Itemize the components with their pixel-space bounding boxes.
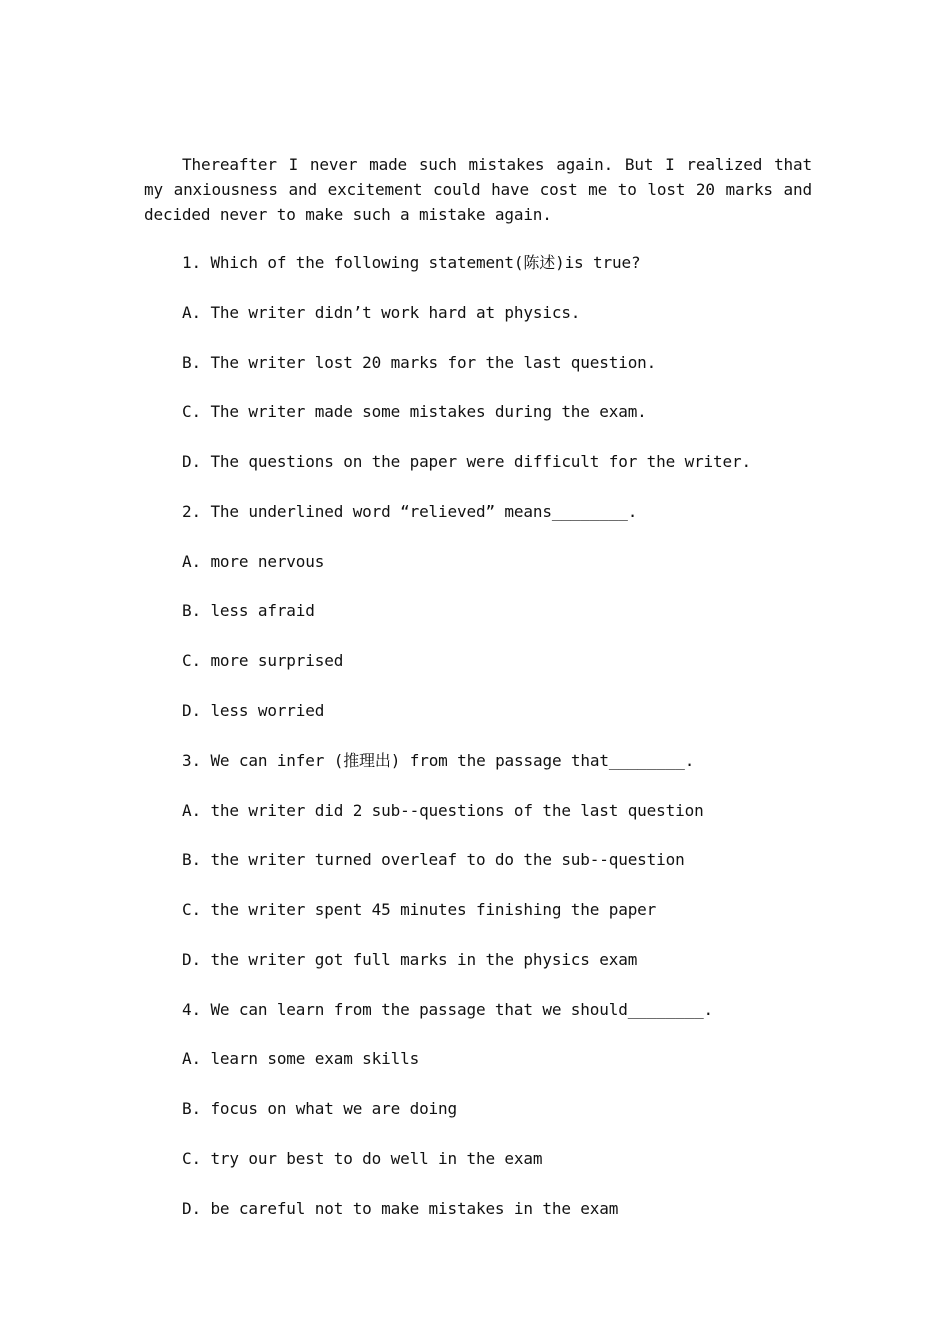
question-1-option-b: B. The writer lost 20 marks for the last question.: [182, 353, 657, 372]
question-4-option-d: D. be careful not to make mistakes in the exam: [182, 1199, 619, 1218]
question-4-option-b: B. focus on what we are doing: [182, 1099, 458, 1118]
question-3-stem: 3. We can infer (推理出) from the passage that________.: [182, 751, 695, 770]
question-2-option-c: C. more surprised: [182, 651, 344, 670]
question-2-option-b: B. less afraid: [182, 601, 315, 620]
question-3-option-d: D. the writer got full marks in the physics exam: [182, 950, 638, 969]
question-2-option-d: D. less worried: [182, 701, 325, 720]
question-1-stem: 1. Which of the following statement(陈述)is true?: [182, 253, 641, 272]
question-2-option-a: A. more nervous: [182, 552, 325, 571]
question-1-option-d: D. The questions on the paper were difficult for the writer.: [182, 452, 751, 471]
question-1-option-a: A. The writer didn’t work hard at physics.: [182, 303, 581, 322]
question-3-option-a: A. the writer did 2 sub--questions of the last question: [182, 801, 704, 820]
question-1-option-c: C. The writer made some mistakes during the exam.: [182, 402, 647, 421]
passage-paragraph: Thereafter I never made such mistakes again. But I realized that my anxiousness and excitement could have cost me to lost 20 marks and decided never to make such a mistake again.: [144, 155, 812, 224]
question-4-option-c: C. try our best to do well in the exam: [182, 1149, 543, 1168]
question-3-option-b: B. the writer turned overleaf to do the sub--question: [182, 850, 685, 869]
question-3-option-c: C. the writer spent 45 minutes finishing the paper: [182, 900, 657, 919]
question-4-stem: 4. We can learn from the passage that we should________.: [182, 1000, 714, 1019]
question-4-option-a: A. learn some exam skills: [182, 1049, 420, 1068]
question-2-stem: 2. The underlined word “relieved” means________.: [182, 502, 638, 521]
